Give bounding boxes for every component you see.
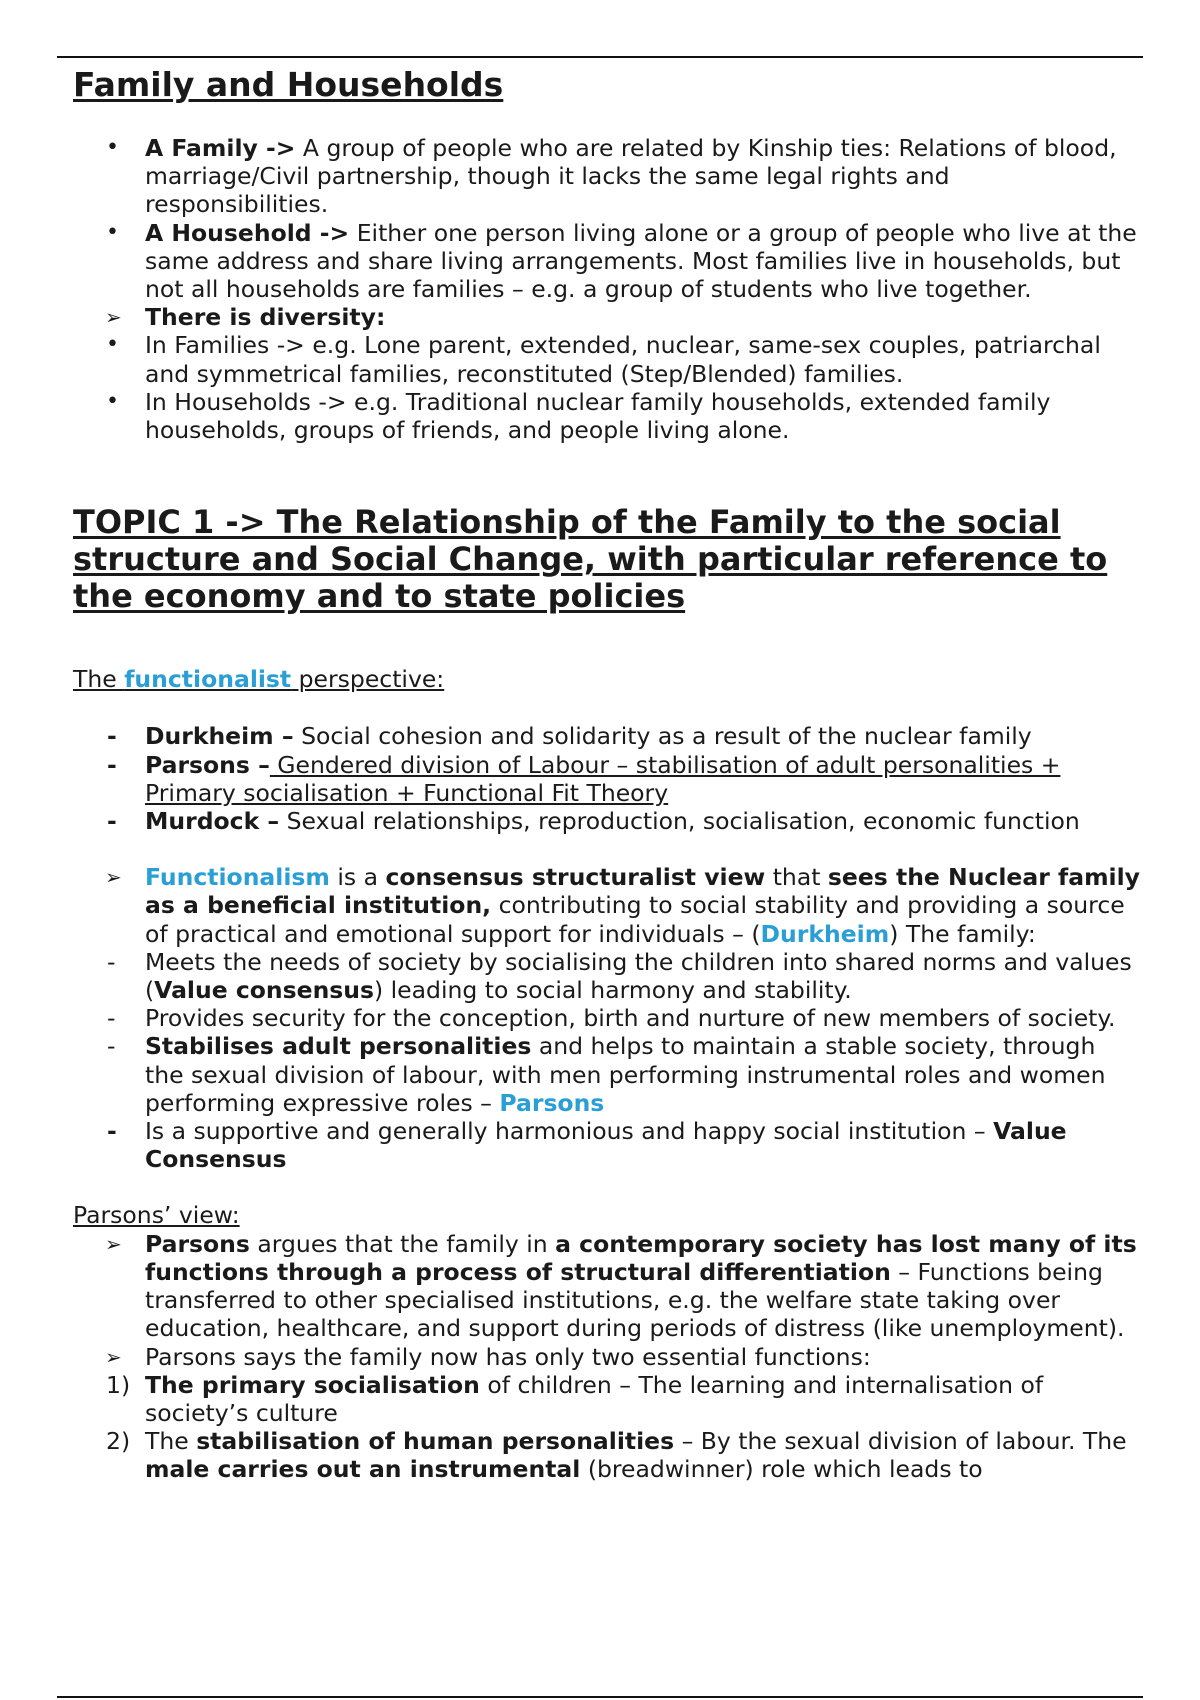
document-page [73,64,1140,1484]
functionalist-keyword: functionalist [124,665,292,694]
dash-bullet-icon: - [107,722,117,751]
theorist-murdock: - Murdock – Sexual relationships, reproduction, socialisation, economic function [73,807,1140,835]
function-stabilisation: 2) The stabilisation of human personalities – By the sexual division of labour. The male carries out an instrumental (breadwinner) role which leads to [73,1427,1140,1483]
function-primary-socialisation: 1) The primary socialisation of children – The learning and internalisation of society’s culture [73,1371,1140,1427]
dash-bullet-icon: - [107,1004,116,1033]
definition-family: • A Family -> A group of people who are related by Kinship ties: Relations of blood, marriage/Civil partnership, though it lacks the same legal rights and responsibilities. [73,134,1140,219]
functionalism-summary: ➢ Functionalism is a consensus structuralist view that sees the Nuclear family as a beneficial institution, contributing to social stability and providing a source of practical and emotional support for individuals – (Durkheim) The family: [73,863,1140,948]
bullet-icon: • [106,135,119,160]
bullet-icon: • [106,332,119,358]
theorist-durkheim: - Durkheim – Social cohesion and solidarity as a result of the nuclear family [73,722,1140,750]
parsons-argument: ➢ Parsons argues that the family in a contemporary society has lost many of its functions through a process of structural differentiation – Functions being transferred to other specialised institutions, e.g. the welfare state taking over education, healthcare, and support during periods of distress (like unemployment). [73,1230,1140,1343]
point-stabilises: - Stabilises adult personalities and helps to maintain a stable society, through the sexual division of labour, with men performing instrumental roles and women performing expressive roles – Parsons [73,1032,1140,1117]
bullet-icon: • [106,388,119,414]
top-rule [57,56,1143,58]
point-security: - Provides security for the conception, birth and nurture of new members of society. [73,1004,1140,1032]
point-meets-needs: - Meets the needs of society by socialising the children into shared norms and values (Value consensus) leading to social harmony and stability. [73,948,1140,1004]
theorist-parsons: - Parsons – Gendered division of Labour – stabilisation of adult personalities + Primary socialisation + Functional Fit Theory [73,751,1140,807]
definition-household: • A Household -> Either one person living alone or a group of people who live at the same address and share living arrangements. Most families live in households, but not all households are families – e.g. a group of students who live together. [73,219,1140,304]
dash-bullet-icon: - [107,1117,117,1146]
list-number: 1) [106,1370,131,1399]
diversity-heading: ➢ There is diversity: [73,303,1140,331]
arrow-bullet-icon: ➢ [105,1231,122,1256]
parsons-two-functions: ➢ Parsons says the family now has only two essential functions: [73,1343,1140,1371]
bullet-icon: • [106,219,119,245]
dash-bullet-icon: - [107,750,117,779]
dash-bullet-icon: - [107,807,117,836]
arrow-bullet-icon: ➢ [105,305,122,330]
topic-title: TOPIC 1 -> The Relationship of the Family to the social structure and Social Change, with particular reference to the economy and to state policies [73,503,1108,616]
dash-bullet-icon: - [107,1032,116,1061]
diversity-families: • In Families -> e.g. Lone parent, extended, nuclear, same-sex couples, patriarchal and symmetrical families, reconstituted (Step/Blended) families. [73,331,1140,387]
arrow-bullet-icon: ➢ [105,865,122,890]
parsons-heading: Parsons’ view: [73,1201,240,1230]
list-number: 2) [106,1427,131,1456]
functionalist-heading: The functionalist perspective: [73,665,445,694]
point-supportive: - Is a supportive and generally harmonious and happy social institution – Value Consensus [73,1117,1140,1173]
dash-bullet-icon: - [107,947,116,976]
bottom-rule [57,1696,1143,1698]
diversity-households: • In Households -> e.g. Traditional nuclear family households, extended family households, groups of friends, and people living alone. [73,388,1140,444]
arrow-bullet-icon: ➢ [105,1344,122,1369]
page-title: Family and Households [73,65,504,104]
